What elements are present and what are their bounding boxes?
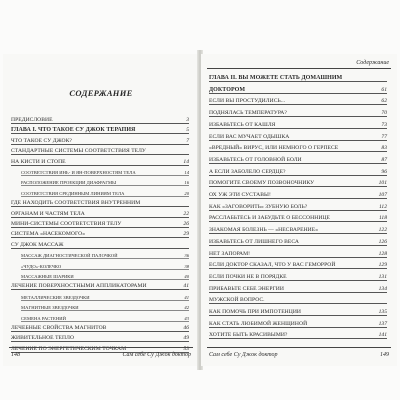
toc-entry <box>11 124 189 134</box>
toc-entry-title: ЛЕЧЕНИЕ ПОВЕРХНОСТНЫМИ АППЛИКАТОРАМИ <box>11 283 147 290</box>
toc-entry-title: ЗНАКОМАЯ БОЛЕЗНЬ — «НЕСВАРЕНИЕ» <box>209 227 319 234</box>
page-number-left: 148 <box>11 352 20 358</box>
toc-entry <box>209 189 387 199</box>
toc-entry-underline <box>209 221 387 222</box>
toc-entry-page: 83 <box>381 145 387 152</box>
toc-entry-title: СУ ДЖОК МАССАЖ <box>11 241 64 248</box>
toc-entry-title: КАК СТАТЬ ЛЮБИМОЙ ЖЕНЩИНОЙ <box>209 320 308 327</box>
toc-entry-underline <box>209 104 387 105</box>
toc-entry-underline <box>209 128 387 129</box>
toc-entry-title: ИЗБАВЬТЕСЬ ОТ ГОЛОВНОЙ БОЛИ <box>209 156 302 163</box>
toc-entry-page: 118 <box>379 215 387 222</box>
toc-entry <box>11 291 189 301</box>
toc-entry <box>11 218 189 228</box>
toc-entry <box>209 306 387 316</box>
toc-entry-underline <box>209 315 387 316</box>
toc-entry-page: 16 <box>184 180 189 186</box>
toc-entry <box>209 177 387 187</box>
toc-entry <box>11 270 189 280</box>
toc-entry-page: 131 <box>378 273 387 280</box>
toc-entry-page: 134 <box>378 285 387 292</box>
toc-entry-title: ГЛАВА II. ВЫ МОЖЕТЕ СТАТЬ ДОМАШНИМ <box>209 75 343 81</box>
toc-entry <box>209 84 387 94</box>
toc-entry-underline <box>209 175 387 176</box>
toc-entry-title: ЕСЛИ ВАС МУЧАЕТ ОДЫШКА <box>209 133 290 140</box>
toc-entry-underline <box>209 93 387 94</box>
toc-entry <box>209 72 387 82</box>
toc-entry-page: 3 <box>186 117 189 123</box>
toc-entry-title: МЕТАЛЛИЧЕСКИЕ ЗВЕЗДОЧКИ <box>21 294 90 300</box>
toc-entry-page: 126 <box>378 238 387 245</box>
toc-entry <box>209 248 387 258</box>
toc-entry-title: ПОМОГИТЕ СВОЕМУ ПОЗВОНОЧНИКУ <box>209 180 315 187</box>
left-page <box>3 54 199 366</box>
toc-entry-underline <box>209 81 387 82</box>
toc-entry-page: 122 <box>378 227 387 234</box>
toc-entry-page: 112 <box>379 203 387 210</box>
toc-entry-title: ДОКТОРОМ <box>209 86 246 93</box>
toc-entry <box>11 228 189 238</box>
toc-entry-page: 41 <box>183 283 189 290</box>
toc-entry <box>11 197 189 207</box>
toc-entry <box>11 187 189 197</box>
toc-entry-page: 20 <box>184 190 189 196</box>
toc-entry-page: 40 <box>184 274 189 279</box>
toc-entry <box>209 212 387 222</box>
toc-entry-title: ЖИВИТЕЛЬНОЕ ТЕПЛО <box>11 335 75 342</box>
toc-entry <box>11 156 189 166</box>
toc-entry-page: 61 <box>381 86 387 93</box>
toc-entry-underline <box>209 210 387 211</box>
toc-entry-underline <box>209 257 387 258</box>
toc-entry-title: ЕСЛИ ПОЧКИ НЕ В ПОРЯДКЕ <box>209 273 287 280</box>
toc-entry-page: 87 <box>381 156 387 163</box>
toc-entry-underline <box>209 268 387 269</box>
toc-entry <box>11 176 189 186</box>
toc-entry-underline <box>209 303 387 304</box>
toc-entry-title: ГЛАВА I. ЧТО ТАКОЕ СУ ДЖОК ТЕРАПИЯ <box>11 127 136 134</box>
toc-entry-title: СЕМЕНА РАСТЕНИЙ <box>21 315 66 321</box>
toc-entry-page: 26 <box>183 221 189 227</box>
toc-entry-title: ЕСЛИ ДОКТОР СКАЗАЛ, ЧТО У ВАС ГЕМОРРОЙ <box>209 262 336 269</box>
toc-entry-page: 42 <box>184 305 189 311</box>
footer-rule <box>9 347 193 348</box>
toc-entry-page: 46 <box>183 325 189 331</box>
toc-entry-title: НЕТ ЗАПОРАМ! <box>209 250 251 257</box>
toc-entry-page: 53 <box>183 345 189 352</box>
toc-entry-page: 135 <box>378 309 387 315</box>
toc-entry-title: СИСТЕМА «НАСЕКОМОГО» <box>11 231 86 238</box>
toc-entry-page: 70 <box>381 110 387 117</box>
toc-entry-title: ГДЕ НАХОДИТЬ СООТВЕТСТВИЯ ВНУТРЕННИМ <box>11 200 141 207</box>
toc-entry <box>209 259 387 269</box>
toc-entry <box>209 318 387 328</box>
toc-entry-underline <box>209 116 387 117</box>
toc-entry-title: КАК «ЗАГОВОРИТЬ» ЗУБНУЮ БОЛЬ? <box>209 203 308 210</box>
toc-entry-title: МИНИ-СИСТЕМЫ СООТВЕТСТВИЯ ТЕЛУ <box>11 221 122 227</box>
toc-entry-title: КАК ПОМОЧЬ ПРИ ИМПОТЕНЦИИ <box>209 309 302 315</box>
toc-entry <box>11 145 189 155</box>
toc-entry <box>11 249 189 259</box>
toc-entry-title: ОХ УЖ ЭТИ СУСТАВЫ! <box>209 192 271 198</box>
toc-entry <box>209 201 387 211</box>
header-rule <box>207 68 391 69</box>
toc-entry <box>209 283 387 293</box>
toc-entry-title: ЛЕЧЕНИЕ ПО ЭНЕРГЕТИЧЕСКИМ ТОЧКАМ <box>11 345 127 352</box>
toc-entry <box>209 95 387 105</box>
toc-entry-title: МАССАЖ ДИАГНОСТИЧЕСКОЙ ПАЛОЧКОЙ <box>21 253 118 259</box>
toc-entry <box>209 294 387 304</box>
toc-entry-page: 38 <box>184 263 189 269</box>
toc-entry-title: ПРИБАВЬТЕ СЕБЕ ЭНЕРГИИ <box>209 285 284 292</box>
toc-entry <box>11 114 189 124</box>
toc-entry-page: 43 <box>184 315 189 321</box>
toc-entry-title: ЧТО ТАКОЕ СУ ДЖОК? <box>11 137 72 144</box>
toc-entry-page: 22 <box>183 210 189 217</box>
toc-entry-title: МАССАЖНЫЕ ШАРИКИ <box>21 274 74 279</box>
toc-entry <box>11 166 189 176</box>
toc-entry <box>209 329 387 339</box>
toc-entry <box>11 332 189 342</box>
toc-entry-title: ПОДНЯЛАСЬ ТЕМПЕРАТУРА? <box>209 110 287 117</box>
toc-entry-page: 7 <box>186 137 189 144</box>
toc-entry <box>209 131 387 141</box>
toc-entry-page: 137 <box>378 320 387 327</box>
toc-entry-title: СООТВЕТСТВИЯ ИНЬ- И ЯН-ПОВЕРХНОСТЯМ ТЕЛА <box>21 170 136 175</box>
toc-entry <box>11 280 189 290</box>
toc-entry <box>209 166 387 176</box>
toc-entry-page: 107 <box>378 192 387 198</box>
toc-entry-underline <box>209 151 387 152</box>
toc-entry-page: 14 <box>183 158 189 165</box>
toc-entry-page: 36 <box>184 253 189 259</box>
right-page <box>201 54 397 366</box>
toc-entry-title: ИЗБАВЬТЕСЬ ОТ ЛИШНЕГО ВЕСА <box>209 238 299 245</box>
toc-entry-title: ХОТИТЕ БЫТЬ КРАСИВЫМИ? <box>209 332 288 339</box>
toc-entry-underline <box>209 338 387 339</box>
toc-entry-page: 77 <box>381 133 387 140</box>
toc-entry <box>11 260 189 270</box>
toc-entry-underline <box>209 280 387 281</box>
toc-entry-page: 141 <box>378 332 387 339</box>
toc-entry-title: СТАНДАРТНЫЕ СИСТЕМЫ СООТВЕТСТВИЯ ТЕЛУ <box>11 148 146 155</box>
toc-entry-underline <box>209 163 387 164</box>
toc-entry-underline <box>209 327 387 328</box>
toc-entry-title: ПРЕДИСЛОВИЕ <box>11 117 53 123</box>
toc-entry-page: 5 <box>186 127 189 134</box>
toc-entry <box>209 154 387 164</box>
footer-title-right: Сам себе Су Джок доктор <box>209 352 278 358</box>
toc-entry <box>209 119 387 129</box>
toc-entry-page: 14 <box>184 170 189 175</box>
toc-entry <box>11 322 189 332</box>
toc-entry <box>209 107 387 117</box>
toc-entry <box>209 224 387 234</box>
toc-entry-page: 96 <box>381 168 387 175</box>
toc-entry <box>209 271 387 281</box>
toc-entry-underline <box>209 292 387 293</box>
toc-entry-page: 29 <box>183 231 189 238</box>
toc-entry-title: «ЧУДО»-КОЛЕЧКО <box>21 263 62 269</box>
running-head: Содержание <box>356 60 389 66</box>
toc-entry <box>209 236 387 246</box>
toc-entry <box>11 135 189 145</box>
footer-title-left: Сам себе Су Джок доктор <box>122 352 191 358</box>
toc-entry-page: 128 <box>378 250 387 257</box>
toc-entry-page: 49 <box>183 335 189 342</box>
toc-entry-underline <box>209 198 387 199</box>
page-number-right: 149 <box>380 352 389 358</box>
toc-entry-title: МАГНИТНЫЕ ЗВЕЗДОЧКИ <box>21 305 79 311</box>
toc-entry-page: 101 <box>378 180 387 187</box>
toc-entry-title: ОРГАНАМ И ЧАСТЯМ ТЕЛА <box>11 210 85 217</box>
toc-entry-title: А ЕСЛИ ЗАБОЛЕЛО СЕРДЦЕ? <box>209 168 286 175</box>
footer-rule <box>207 347 391 348</box>
toc-entry-underline <box>209 233 387 234</box>
toc-entry-title: ИЗБАВЬТЕСЬ ОТ КАШЛЯ <box>209 121 276 128</box>
toc-entry-title: «ВРЕДНЫЙ» ВИРУС, ИЛИ НЕМНОГО О ГЕРПЕСЕ <box>209 145 339 152</box>
toc-entry <box>209 142 387 152</box>
toc-entry-page: 73 <box>381 121 387 128</box>
toc-entry <box>11 301 189 311</box>
toc-entry-page: 129 <box>378 262 387 269</box>
toc-title: СОДЕРЖАНИЕ <box>69 88 133 98</box>
toc-entry-title: НА КИСТИ И СТОПЕ <box>11 158 66 165</box>
toc-entry <box>11 312 189 322</box>
toc-entry <box>11 239 189 249</box>
toc-entry <box>11 208 189 218</box>
toc-entry-page: 62 <box>381 98 387 105</box>
toc-entry-title: РАССЛАБЬТЕСЬ И ЗАБУДЬТЕ О БЕССОННИЦЕ <box>209 215 330 222</box>
toc-entry-underline <box>209 140 387 141</box>
toc-entry-title: СООТВЕТСТВИЯ СРЕДИННЫМ ЛИНИЯМ ТЕЛА <box>21 190 125 196</box>
toc-entry-underline <box>209 245 387 246</box>
toc-entry-title: МУЖСКОЙ ВОПРОС. <box>209 297 265 304</box>
toc-entry-underline <box>209 186 387 187</box>
toc-entry-page: 41 <box>184 294 189 300</box>
toc-entry-title: ЕСЛИ ВЫ ПРОСТУДИЛИСЬ... <box>209 98 286 105</box>
toc-entry-title: ЛЕЧЕБНЫЕ СВОЙСТВА МАГНИТОВ <box>11 325 107 331</box>
toc-entry-title: РАСПОЛОЖЕНИЕ ПРОЕКЦИИ ДИАФРАГМЫ <box>21 180 117 186</box>
